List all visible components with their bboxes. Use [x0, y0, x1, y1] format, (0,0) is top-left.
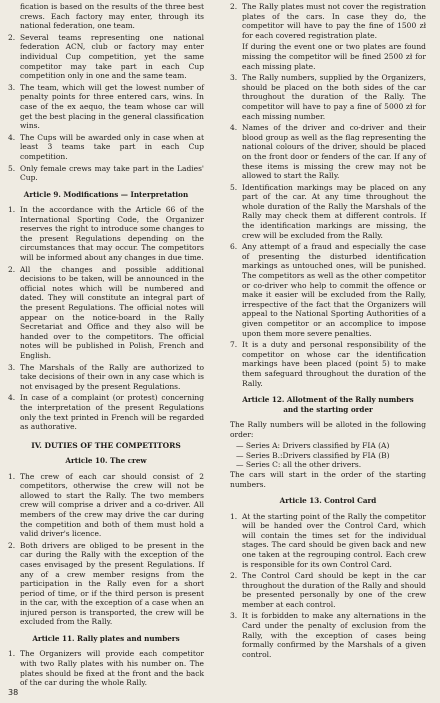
section-heading: IV. DUTIES OF THE COMPETITORS	[31, 440, 181, 450]
item-text: Identification markings may be placed on any part of the car. At any time throughout the whole duration of the Rally the Marshals of the Rally may check them at different controls. If the identification markings are missing, the crew will be excluded from the Rally.	[242, 182, 426, 240]
item-number: 1.	[8, 205, 16, 215]
item-number: 3.	[8, 82, 16, 92]
item-text: At the starting point of the Rally the competitor will be handed over the Control Card, which will contain the times set for the individual stages. The card should be given back and new one taken at the regrouping control. Each crew is responsible for its own Control Card.	[242, 511, 426, 569]
list-item	[8, 164, 204, 183]
list-item	[230, 242, 426, 338]
article-9-heading: Article 9. Modifications — Interpretation	[23, 189, 189, 199]
item-text: The Marshals of the Rally are authorized to take decisions of their own in any case which is not envisaged by the present Regulations.	[20, 362, 204, 391]
item-number: 4.	[230, 123, 238, 133]
article-13-list	[230, 512, 426, 660]
list-item	[8, 649, 204, 687]
article-9-list	[8, 205, 204, 432]
article-10-list	[8, 472, 204, 628]
article-12-series-list	[230, 441, 426, 470]
item-text: Any attempt of a fraud and especially the case of presenting the disturbed identification markings as untouched ones, will be punished. The competitors as well as the other competitor or co-driver who help to commit the offence or make it easier will be excluded from the Rally, irrespective of the fact that the Organizers will appeal to the National Sporting Authorities of a given competitor or an accomplice to impose upon them more severe penalties.	[242, 242, 426, 338]
item-number: 4.	[8, 132, 16, 142]
item-text: In the accordance with the Article 66 of the International Sporting Code, the Organizer reserves the right to introduce some changes to the present Regulations depending on the circumstances that may occur. The competitors will be informed about any changes in due time.	[20, 205, 204, 263]
item-text: The Rally numbers, supplied by the Organizers, should be placed on the both sides of the car throughout the duration of the Rally. The competitor will have to pay a fine of 5000 zł for each missing number.	[242, 73, 426, 121]
item-number: 2.	[230, 571, 238, 581]
item-number: 4.	[8, 393, 16, 403]
left-intro-list	[8, 2, 204, 183]
item-text: Names of the driver and co-driver and their blood group as well as the flag representing the national colours of the driver, should be placed on the front door or fenders of the car. If any of these items is missing the crew may not be allowed to start the Rally.	[242, 123, 426, 181]
item-number: 2.	[8, 540, 16, 550]
list-item	[8, 393, 204, 431]
article-10-heading: Article 10. The crew	[65, 456, 147, 466]
list-item	[8, 33, 204, 81]
item-text: The Organizers will provide each competitor with two Rally plates with his number on. The plates should be fixed at the front and the back of the car during the whole Rally.	[20, 649, 204, 688]
item-number: 3.	[230, 73, 238, 83]
list-item	[230, 611, 426, 659]
item-number: 2.	[230, 2, 238, 11]
article-11-heading: Article 11. Rally plates and numbers	[32, 634, 180, 644]
item-text: It is a duty and personal responsibility of the competitor on whose car the identification markings have been placed (point 5) to make them safeguard throughout the duration of the Rally.	[242, 340, 426, 388]
item-text: The team, which will get the lowest number of penalty points for three entered cars, wins. In case of the ex aequo, the team whose car will get the best placing in the general classification wins.	[20, 82, 204, 131]
item-text: It is forbidden to make any alternations in the Card under the penalty of exclusion from the Rally, with the exception of cases being formally confirmed by the Marshals of a given control.	[242, 611, 426, 659]
list-item	[8, 472, 204, 539]
item-text: fication is based on the results of the three best crews. Each factory may enter, through its national federation, one team.	[20, 2, 204, 31]
item-text: Several teams representing one national federation ACN, club or factory may enter individual Cup competition, yet the same competitor may take part in each Cup competition only in one and the same team.	[20, 32, 204, 81]
item-text: In case of a complaint (or protest) concerning the interpretation of the present Regulations only the text printed in French will be regarded as authorative.	[20, 393, 204, 432]
item-text: The crew of each car should consist of 2 competitors, otherwise the crew will not be allowed to start the Rally. The two members crew will comprise a driver and a co-driver. All members of the crew may drive the car during the competition and both of them must hold a valid driver's licence.	[20, 471, 204, 539]
item-number: 7.	[230, 340, 238, 350]
item-number: 5.	[230, 182, 238, 192]
article-12-end: The cars will start in the order of the starting numbers.	[230, 469, 426, 489]
list-item	[8, 133, 204, 162]
list-item	[230, 2, 426, 40]
item-number: 3.	[8, 362, 16, 372]
item-number: 3.	[230, 611, 238, 621]
list-item	[8, 2, 204, 31]
list-item	[8, 363, 204, 392]
article-12-heading-line1: Article 12. Allotment of the Rally numbers	[242, 395, 414, 405]
list-item	[8, 541, 204, 627]
item-text: Only female crews may take part in the Ladies' Cup.	[20, 163, 204, 183]
list-item	[230, 183, 426, 241]
list-item	[8, 265, 204, 361]
item-text: The Rally plates must not cover the registration plates of the cars. In case they do, the competitor will have to pay the fine of 1500 zł for each covered registration plate.	[242, 2, 426, 40]
article-12-heading-line2: and the starting order	[283, 404, 373, 414]
page-number: 38	[8, 688, 19, 697]
list-item	[8, 205, 204, 263]
item-number: 6.	[230, 242, 238, 252]
article-11-continued-list	[230, 2, 426, 388]
item-number: 2.	[8, 32, 16, 42]
item-text: Both drivers are obliged to be present in the car during the Rally with the exception of the cases envisaged by the present Regulations. If any of a crew member resigns from the participation in the Rally even for a short period of time, or if the third person is present in the car, with the exception of a case when an injured person is transported, the crew will be excluded from the Rally.	[20, 540, 204, 627]
list-item	[230, 73, 426, 121]
item-number: 1.	[8, 471, 16, 481]
list-item	[230, 512, 426, 570]
list-item	[230, 571, 426, 609]
series-line: — Series A: Drivers classified by FIA (A)	[236, 441, 390, 451]
item-number: 2.	[8, 264, 16, 274]
list-item	[230, 42, 426, 71]
list-item	[230, 340, 426, 388]
item-number: 1.	[230, 511, 238, 521]
item-text: The Control Card should be kept in the car throughout the duration of the Rally and should be presented personally by one of the crew member at each control.	[242, 571, 426, 609]
item-text: The Cups will be awarded only in case when at least 3 teams take part in each Cup competition.	[20, 132, 204, 161]
list-item	[8, 83, 204, 131]
list-item	[230, 123, 426, 181]
left-column	[8, 2, 204, 690]
right-column	[230, 2, 426, 661]
article-13-heading: Article 13. Control Card	[279, 496, 377, 506]
item-number: 5.	[8, 163, 16, 173]
article-12-intro: The Rally numbers will be alloted in the following order:	[230, 419, 426, 439]
article-11-list	[8, 649, 204, 687]
series-line: — Series C: all the other drivers.	[236, 460, 362, 470]
item-text: All the changes and possible additional decisions to be taken, will be announced in the official notes which will be numbered and dated. They will constitute an integral part of the present Regulations. The official notes will appear on the notice-board in the Rally Secretariat and Office and they also will be handed over to the competitors. The official notes will be published in Polish, French and English.	[20, 264, 204, 360]
item-text: If during the event one or two plates are found missing the competitor will be fined 2500 zł for each missing plate.	[242, 42, 426, 71]
item-number: 1.	[8, 649, 16, 659]
series-line: — Series B.:Drivers classified by FIA (B)	[236, 450, 390, 460]
